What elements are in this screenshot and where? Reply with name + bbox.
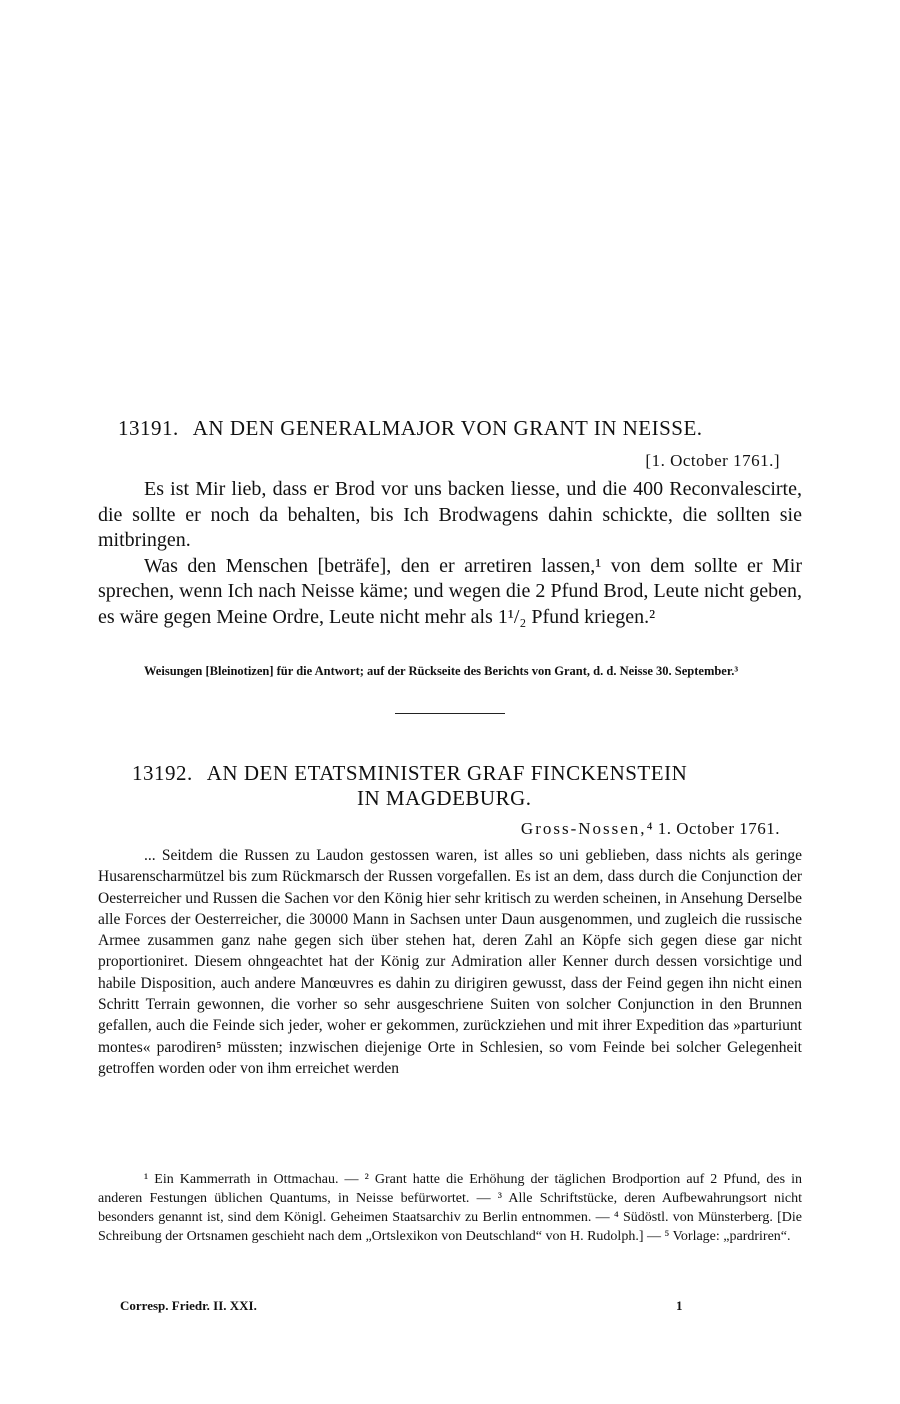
- letter-date: [1. October 1761.]: [645, 451, 780, 470]
- letter-heading: [132, 761, 822, 786]
- letter-title-continued: IN MAGDEBURG.: [357, 786, 532, 810]
- signature-mark: Corresp. Friedr. II. XXI.: [120, 1298, 257, 1313]
- editorial-note: Weisungen [Bleinotizen] für die Antwort; auf der Rückseite des Berichts von Grant, d. d. Neisse 30. September.³: [144, 664, 739, 678]
- letter-date: ⁴ 1. October 1761.: [646, 819, 780, 838]
- letter-place: Gross-Nossen,: [520, 819, 647, 838]
- section-divider: [395, 713, 505, 714]
- paragraph: ... Seitdem die Russen zu Laudon gestossen waren, ist alles so uni geblieben, dass nichts als geringe Husarenscharmützel bis zum Rückmarsch der Russen vorgefallen. Es ist an dem, dass durch die Conjunction der Oesterreicher und Russen die Sachen vor den König hier sehr kritisch zu werden scheinen, in Ansehung Derselbe alle Forces der Oesterreicher, die 30000 Mann in Sachsen unter Daun ausgenommen, und zugleich die russische Armee zusammen ganz nahe gegen sich über stehen hat, deren Zahl an Köpfe sich gegen diese gar nicht proportioniret. Diesem ohngeachtet hat der König zur Admiration aller Kenner durch dessen vorsichtige und habile Disposition, auch andere Manœuvres es dahin zu dirigiren gewusst, dass der Feind gegen ihn nicht einen Schritt Terrain gewonnen, die vorher so sehr ausgeschriene Suiten von solcher Conjunction in den Brunnen gefallen, auch die Feinde sich jeder, woher er gekommen, zurückziehen und mit ihrer Expedition das »parturiunt montes« parodiren⁵ müssten; inzwischen diejenige Orte in Schlesien, so vom Feinde bei solcher Gelegenheit getroffen worden oder von ihm erreichet werden: [98, 847, 802, 1077]
- footnotes: ¹ Ein Kammerrath in Ottmachau. — ² Grant hatte die Erhöhung der täglichen Brodportion auf 2 Pfund, des in anderen Festungen üblichen Quantums, in Neisse befürwortet. — ³ Alle Schriftstücke, deren Aufbewahrungsort nicht besonders genannt ist, sind dem Königl. Geheimen Staatsarchiv zu Berlin entnommen. — ⁴ Südöstl. von Münsterberg. [Die Schreibung der Ortsnamen geschieht nach dem „Ortslexikon von Deutschland“ von H. Rudolph.] — ⁵ Vorlage: „pardriren“.: [98, 1172, 802, 1244]
- letter-place-date: [521, 819, 780, 839]
- letter-heading: [118, 416, 808, 441]
- letter-body: [98, 845, 802, 1079]
- letter-number: 13192.: [132, 761, 193, 785]
- paragraph: Was den Menschen [beträfe], den er arretiren lassen,¹ von dem sollte er Mir sprechen, wenn Ich nach Neisse käme; und wegen die 2 Pfund Brod, Leute nicht geben, es wäre gegen Meine Ordre, Leute nicht mehr als 1¹/₂ Pfund kriegen.²: [98, 554, 802, 628]
- letter-title: AN DEN GENERALMAJOR VON GRANT IN NEISSE.: [192, 416, 703, 440]
- letter-title: AN DEN ETATSMINISTER GRAF FINCKENSTEIN: [206, 761, 688, 785]
- page-number: 1: [676, 1298, 683, 1313]
- letter-body: [98, 477, 802, 630]
- letter-number: 13191.: [118, 416, 179, 440]
- paragraph: Es ist Mir lieb, dass er Brod vor uns backen liesse, und die 400 Reconvalescirte, die sollte er noch da behalten, bis Ich Brodwagens dahin schickte, die sollten sie mitbringen.: [98, 478, 802, 551]
